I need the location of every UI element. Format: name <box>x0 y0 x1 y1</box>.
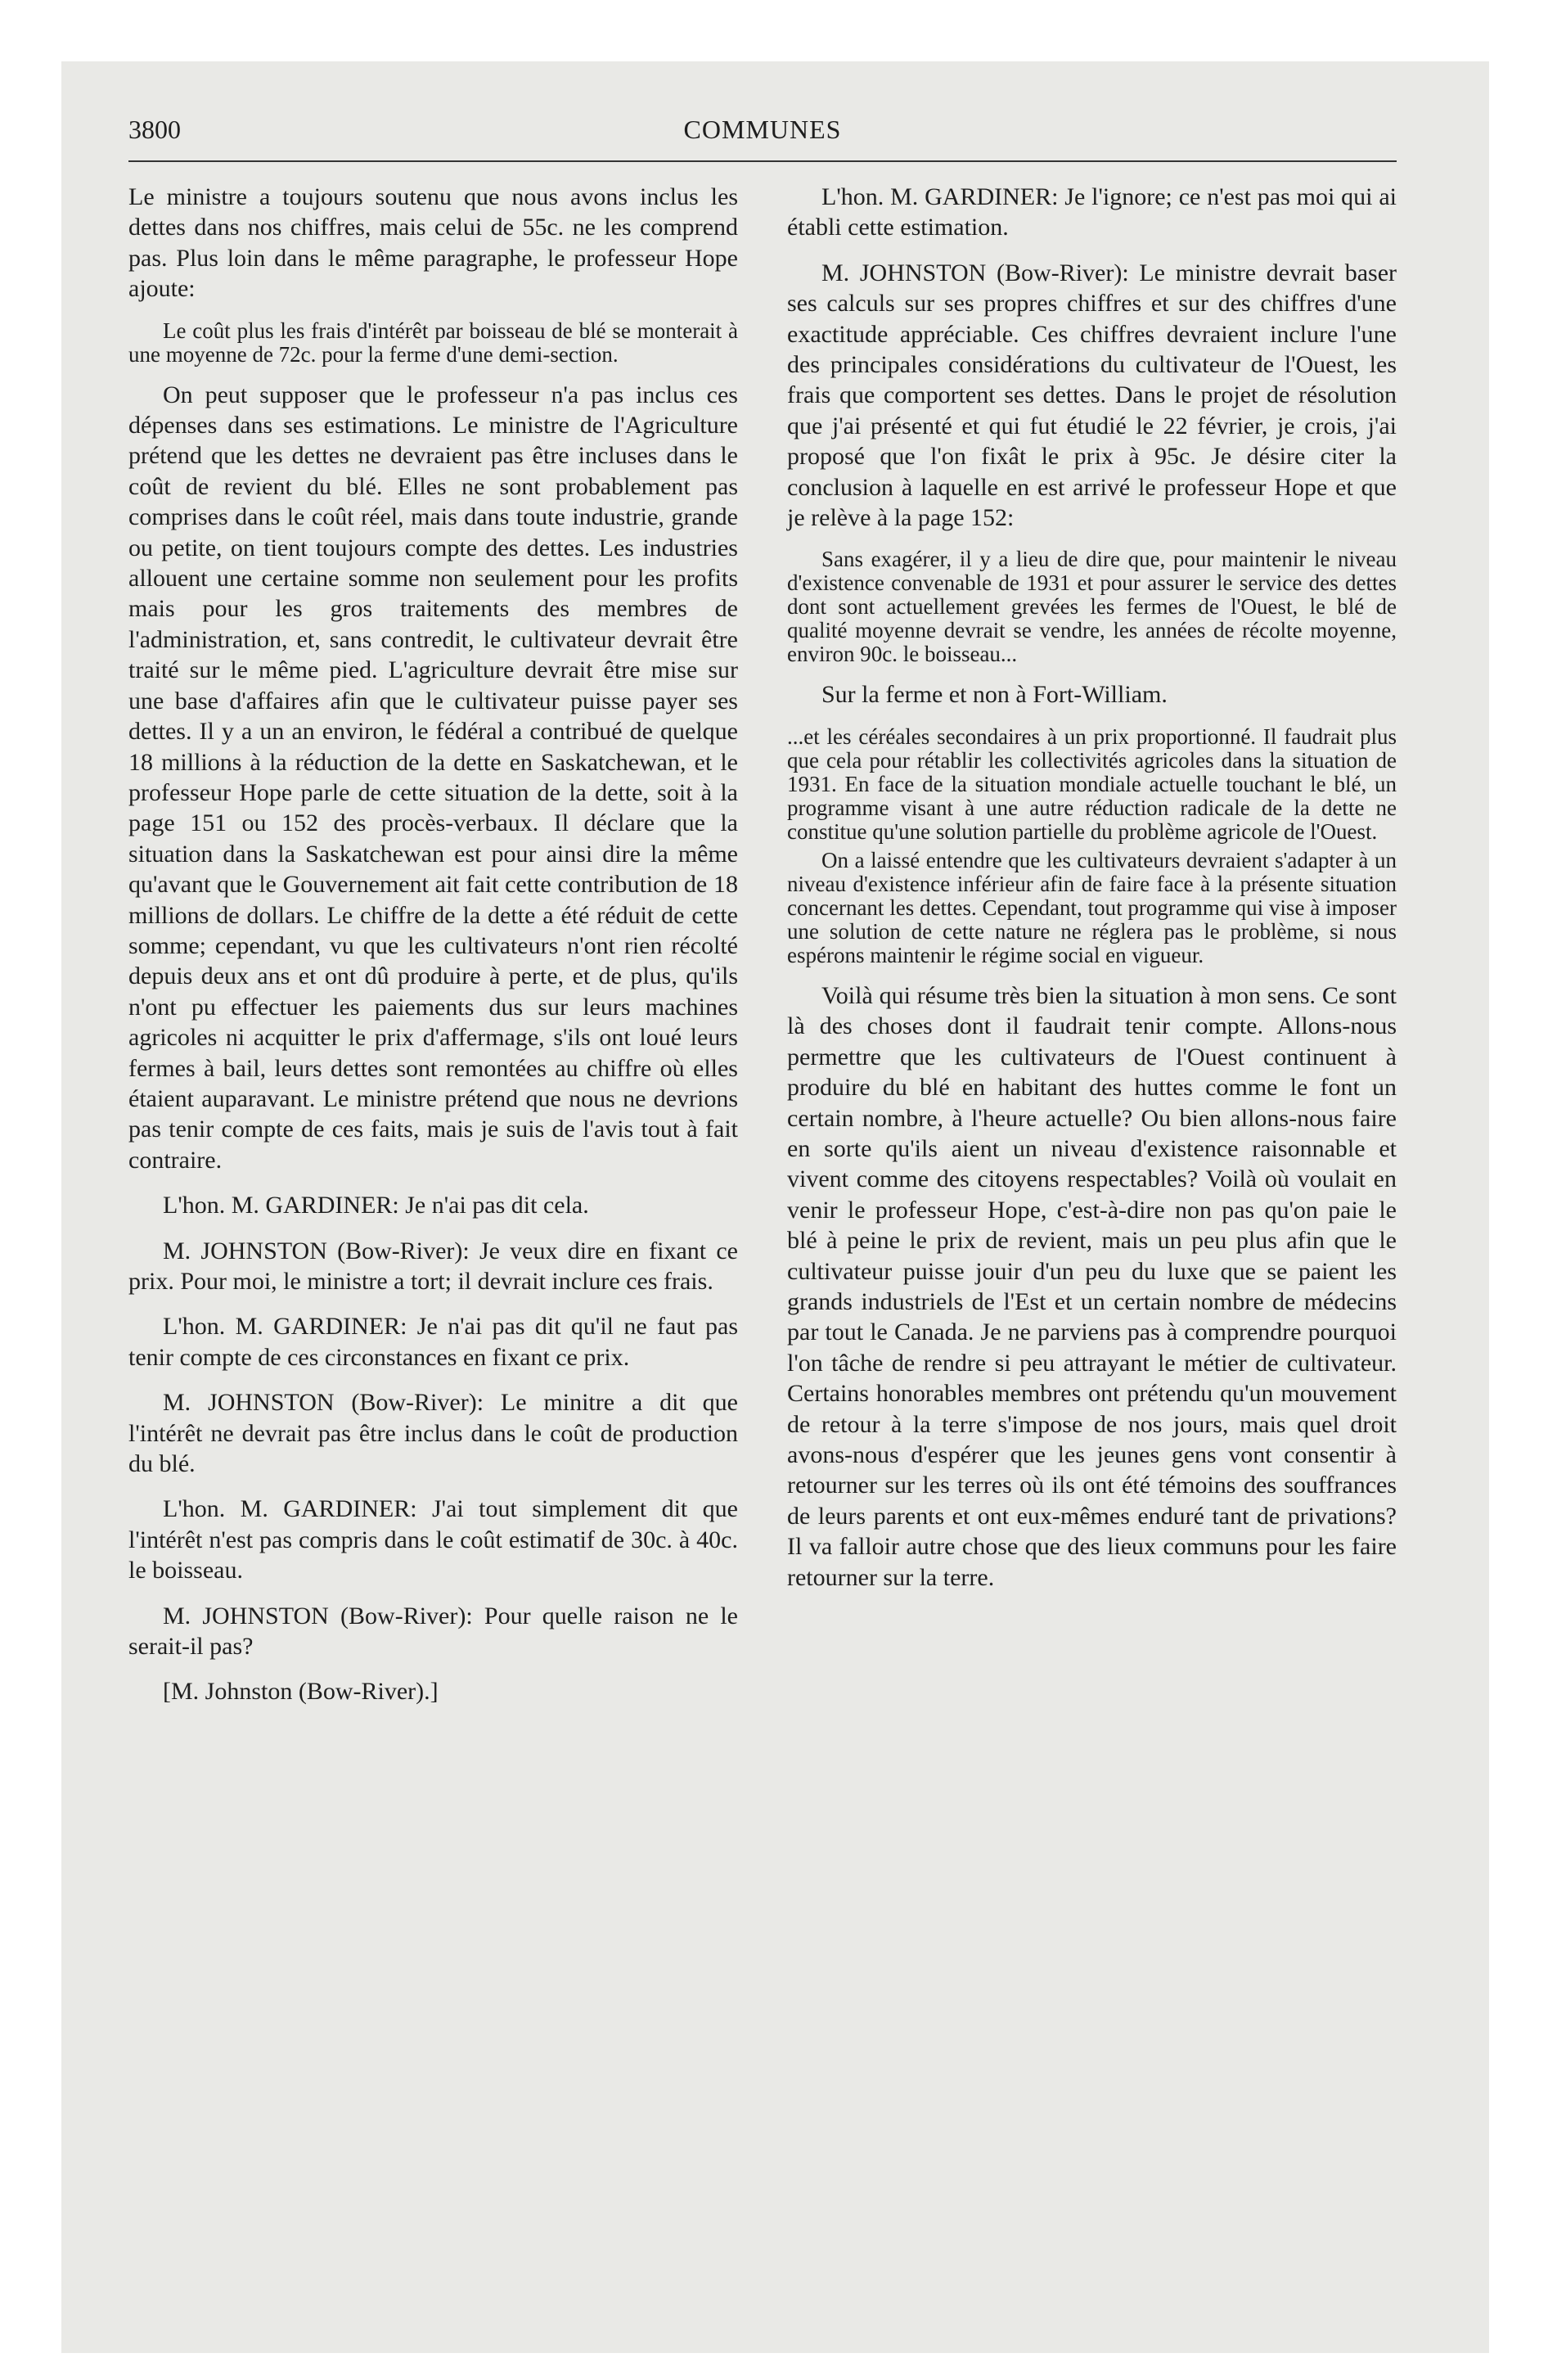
paragraph: M. JOHNSTON (Bow-River): Le ministre devrait baser ses calculs sur ses propres chiffres et sur des chiffres d'une exactitude appréciable. Ces chiffres devraient inclure l'une des principales considérations du cultivateur de l'Ouest, les frais que comportent ses dettes. Dans le projet de résolution que j'ai présenté et qui fut étudié le 22 février, je crois, j'ai proposé que l'on fixât le prix à 95c. Je désire citer la conclusion à laquelle en est arrivé le professeur Hope et que je relève à la page 152: <box>787 259 1397 532</box>
paragraph: M. JOHNSTON (Bow-River): Le minitre a dit que l'intérêt ne devrait pas être inclus dans le coût de production du blé. <box>128 1389 738 1478</box>
paragraph: L'hon. M. GARDINER: Je n'ai pas dit cela. <box>163 1192 589 1219</box>
right-column <box>787 182 1397 1607</box>
paragraph: Le ministre a toujours soutenu que nous avons inclus les dettes dans nos chiffres, mais celui de 55c. ne les comprend pas. Plus loin dans le même paragraphe, le professeur Hope ajoute: <box>128 183 738 303</box>
paragraph: M. JOHNSTON (Bow-River): Je veux dire en fixant ce prix. Pour moi, le ministre a tort; il devrait inclure ces frais. <box>128 1237 738 1295</box>
running-head: COMMUNES <box>683 115 842 144</box>
paragraph: L'hon. M. GARDINER: J'ai tout simplement dit que l'intérêt n'est pas compris dans le coût estimatif de 30c. à 40c. le boisseau. <box>128 1495 738 1584</box>
paragraph: Sur la ferme et non à Fort-William. <box>821 681 1168 709</box>
page-header <box>128 115 1397 164</box>
speaker-footer-note: [M. Johnston (Bow-River).] <box>163 1678 439 1706</box>
quotation <box>128 319 738 367</box>
quote-text: Sans exagérer, il y a lieu de dire que, pour maintenir le niveau d'existence convenable de 1931 et pour assurer le service des dettes dont sont actuellement grevées les fermes de l'Ouest, le blé de qualité moyenne devrait se vendre, les années de récolte moyenne, environ 90c. le boisseau... <box>787 547 1397 667</box>
quote-text: ...et les céréales secondaires à un prix proportionné. Il faudrait plus que cela pour rétablir les collectivités agricoles dans la situation de 1931. En face de la situation mondiale actuelle touchant le blé, un programme visant à une autre réduction radicale de la dette ne constitue qu'une solution partielle du problème agricole de l'Ouest. <box>787 723 1397 844</box>
quote-text: Le coût plus les frais d'intérêt par boisseau de blé se monterait à une moyenne de 72c. pour la ferme d'une demi-section. <box>128 318 738 367</box>
header-rule <box>128 160 1397 162</box>
paragraph: L'hon. M. GARDINER: Je l'ignore; ce n'est pas moi qui ai établi cette estimation. <box>787 183 1397 241</box>
quotation <box>787 725 1397 967</box>
page-number: 3800 <box>128 115 181 144</box>
paragraph: Voilà qui résume très bien la situation à mon sens. Ce sont là des choses dont il faudrait tenir compte. Allons-nous permettre que les cultivateurs de l'Ouest continuent à produire du blé en habitant des huttes comme le font un certain nombre, à l'heure actuelle? Ou bien allons-nous faire en sorte qu'ils aient un niveau d'existence raisonnable et vivent comme des citoyens respectables? Voilà où voulait en venir le professeur Hope, c'est-à-dire non pas qu'on paie le blé à peine le prix de revient, mais un peu plus afin que le cultivateur puisse jouir d'un peu du luxe que se paient les grands industriels de l'Est et un certain nombre de médecins par tout le Canada. Je ne parviens pas à comprendre pourquoi l'on tâche de rendre si peu attrayant le métier de cultivateur. Certains honorables membres ont prétendu qu'un mouvement de retour à la terre s'impose de nos jours, mais quel droit avons-nous d'espérer que les jeunes gens vont consentir à retourner sur les terres où ils ont été témoins des souffrances de leurs parents et ont eux-mêmes enduré tant de privations? Il va falloir autre chose que des lieux communs pour les faire retourner sur la terre. <box>787 981 1397 1591</box>
paragraph: L'hon. M. GARDINER: Je n'ai pas dit qu'il ne faut pas tenir compte de ces circonstances en fixant ce prix. <box>128 1313 738 1371</box>
left-column <box>128 182 738 1722</box>
paragraph: M. JOHNSTON (Bow-River): Pour quelle raison ne le serait-il pas? <box>128 1602 738 1661</box>
quote-text: On a laissé entendre que les cultivateurs devraient s'adapter à un niveau d'existence inférieur afin de faire face à la présente situation concernant les dettes. Cependant, tout programme qui vise à imposer une solution de cette nature ne réglera pas le problème, si nous espérons maintenir le régime social en vigueur. <box>787 847 1397 967</box>
quotation <box>787 548 1397 666</box>
paragraph: On peut supposer que le professeur n'a pas inclus ces dépenses dans ses estimations. Le ministre de l'Agriculture prétend que les dettes ne devraient pas être incluses dans le coût de revient du blé. Elles ne sont probablement pas comprises dans le coût réel, mais dans toute industrie, grande ou petite, on tient toujours compte des dettes. Les industries allouent une certaine somme non seulement pour les profits mais pour les gros traitements des membres de l'administration, et, sans contredit, le cultivateur devrait être traité sur le même pied. L'agriculture devrait être mise sur une base d'affaires afin que le cultivateur puisse payer ses dettes. Il y a un an environ, le fédéral a contribué de quelque 18 millions à la réduction de la dette en Saskatchewan, et le professeur Hope parle de cette situation de la dette, soit à la page 151 ou 152 des procès-verbaux. Il déclare que la situation dans la Saskatchewan est pour ainsi dire la même qu'avant que le Gouvernement ait fait cette contribution de 18 millions de dollars. Le chiffre de la dette a été réduit de cette somme; cependant, vu que les cultivateurs n'ont rien récolté depuis deux ans et ont dû produire à perte, et de plus, qu'ils n'ont pu effectuer les paiements dus sur leurs machines agricoles ni acquitter le prix d'affermage, s'ils ont loué leurs fermes à bail, leurs dettes sont remontées au chiffre où elles étaient auparavant. Le ministre prétend que nous ne devrions pas tenir compte de ces faits, mais je suis de l'avis tout à fait contraire. <box>128 381 738 1174</box>
